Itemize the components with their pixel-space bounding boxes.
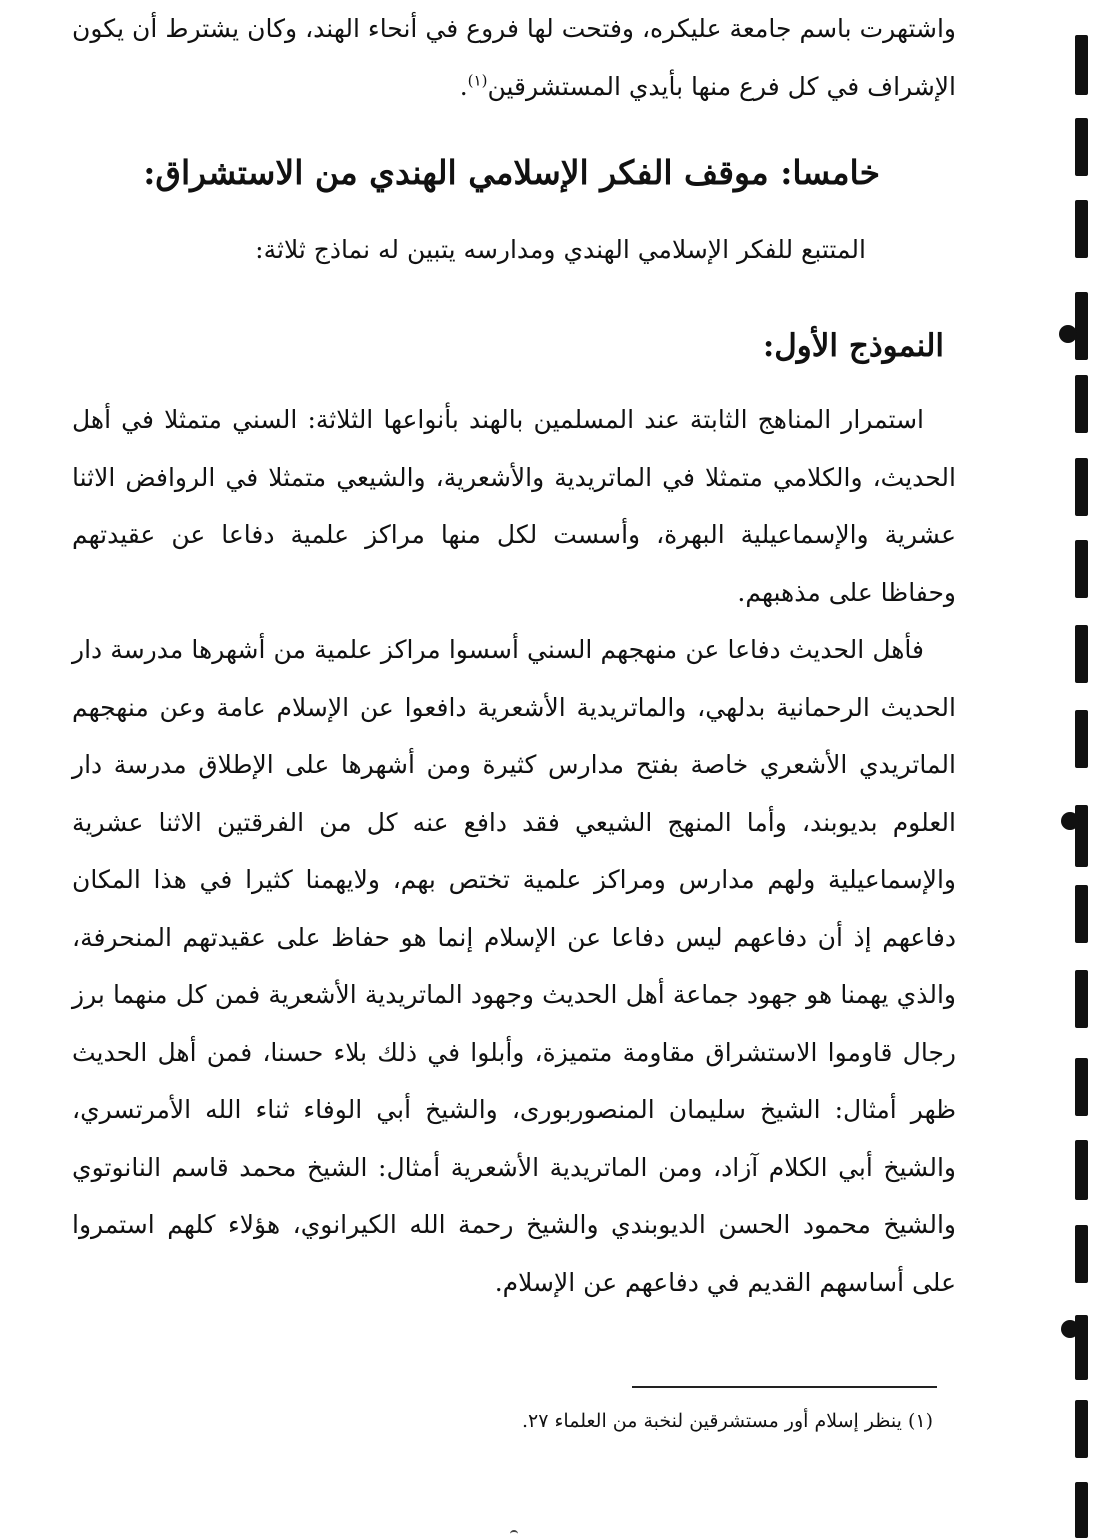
page-edge-mark bbox=[510, 1530, 518, 1538]
paragraph-1: استمرار المناهج الثابتة عند المسلمين بالهند بأنواعها الثلاثة: السني متمثلا في أهل الحديث، والكلامي متمثلا في الماتريدية والأشعرية، والشيعي متمثلا في الروافض الاثنا عشرية والإسماعيلية البهرة، وأسست لكل منها مراكز علمية دفاعا عن عقيدتهم وحفاظا على مذهبهم. bbox=[72, 405, 956, 607]
binding-bar bbox=[1075, 458, 1088, 516]
binding-bar bbox=[1075, 1058, 1088, 1116]
binding-bar bbox=[1075, 970, 1088, 1028]
intro-paragraph-end: . bbox=[459, 71, 468, 101]
footnote-reference: (١) bbox=[467, 71, 488, 90]
intro-paragraph-text: واشتهرت باسم جامعة عليكره، وفتحت لها فروع في أنحاء الهند، وكان يشترط أن يكون الإشراف في كل فرع منها بأيدي المستشرقين bbox=[72, 14, 956, 101]
model-one-heading: النموذج الأول: bbox=[762, 328, 944, 364]
binding-bar bbox=[1075, 540, 1088, 598]
binding-dot bbox=[1061, 812, 1079, 830]
binding-bar bbox=[1075, 1482, 1088, 1538]
binding-bar bbox=[1075, 710, 1088, 768]
binding-marks bbox=[1037, 0, 1097, 1538]
section-intro: المتتبع للفكر الإسلامي الهندي ومدارسه يتبين له نماذج ثلاثة: bbox=[255, 235, 866, 264]
binding-bar bbox=[1075, 375, 1088, 433]
section-heading: خامسا: موقف الفكر الإسلامي الهندي من الاستشراق: bbox=[143, 153, 880, 192]
binding-dot bbox=[1059, 325, 1077, 343]
intro-paragraph bbox=[72, 0, 956, 115]
binding-bar bbox=[1075, 625, 1088, 683]
footnote-divider bbox=[632, 1386, 937, 1388]
paragraph-2: فأهل الحديث دفاعا عن منهجهم السني أسسوا مراكز علمية من أشهرها مدرسة دار الحديث الرحمانية بدلهي، والماتريدية الأشعرية دافعوا عن الإسلام عامة وعن منهجهم الماتريدي الأشعري خاصة بفتح مدارس كثيرة ومن أشهرها على الإطلاق مدرسة دار العلوم بديوبند، وأما المنهج الشيعي فقد دافع عنه كل من الفرقتين الاثنا عشرية والإسماعيلية ولهم مدارس ومراكز علمية تختص بهم، ولايهمنا كثيرا في هذا المكان دفاعهم إذ أن دفاعهم ليس دفاعا عن الإسلام إنما هو حفاظ على عقيدتهم المنحرفة، والذي يهمنا هو جهود جماعة أهل الحديث وجهود الماتريدية الأشعرية فمن كل منهما برز رجال قاوموا الاستشراق مقاومة متميزة، وأبلوا في ذلك بلاء حسنا، فمن أهل الحديث ظهر أمثال: الشيخ سليمان المنصوربورى، والشيخ أبي الوفاء ثناء الله الأمرتسري، والشيخ أبي الكلام آزاد، ومن الماتريدية الأشعرية أمثال: الشيخ محمد قاسم النانوتوي والشيخ محمود الحسن الديوبندي والشيخ رحمة الله الكيرانوي، هؤلاء كلهم استمروا على أساسهم القديم في دفاعهم عن الإسلام. bbox=[72, 635, 956, 1297]
binding-bar bbox=[1075, 292, 1088, 360]
binding-bar bbox=[1075, 885, 1088, 943]
binding-bar bbox=[1075, 118, 1088, 176]
binding-bar bbox=[1075, 200, 1088, 258]
binding-bar bbox=[1075, 1140, 1088, 1200]
binding-dot bbox=[1061, 1320, 1079, 1338]
body-paragraphs bbox=[72, 391, 956, 1311]
footnote: (١) ينظر إسلام أور مستشرقين لنخبة من العلماء ٢٧. bbox=[521, 1410, 933, 1432]
binding-bar bbox=[1075, 1400, 1088, 1458]
binding-bar bbox=[1075, 1225, 1088, 1283]
binding-bar bbox=[1075, 35, 1088, 95]
